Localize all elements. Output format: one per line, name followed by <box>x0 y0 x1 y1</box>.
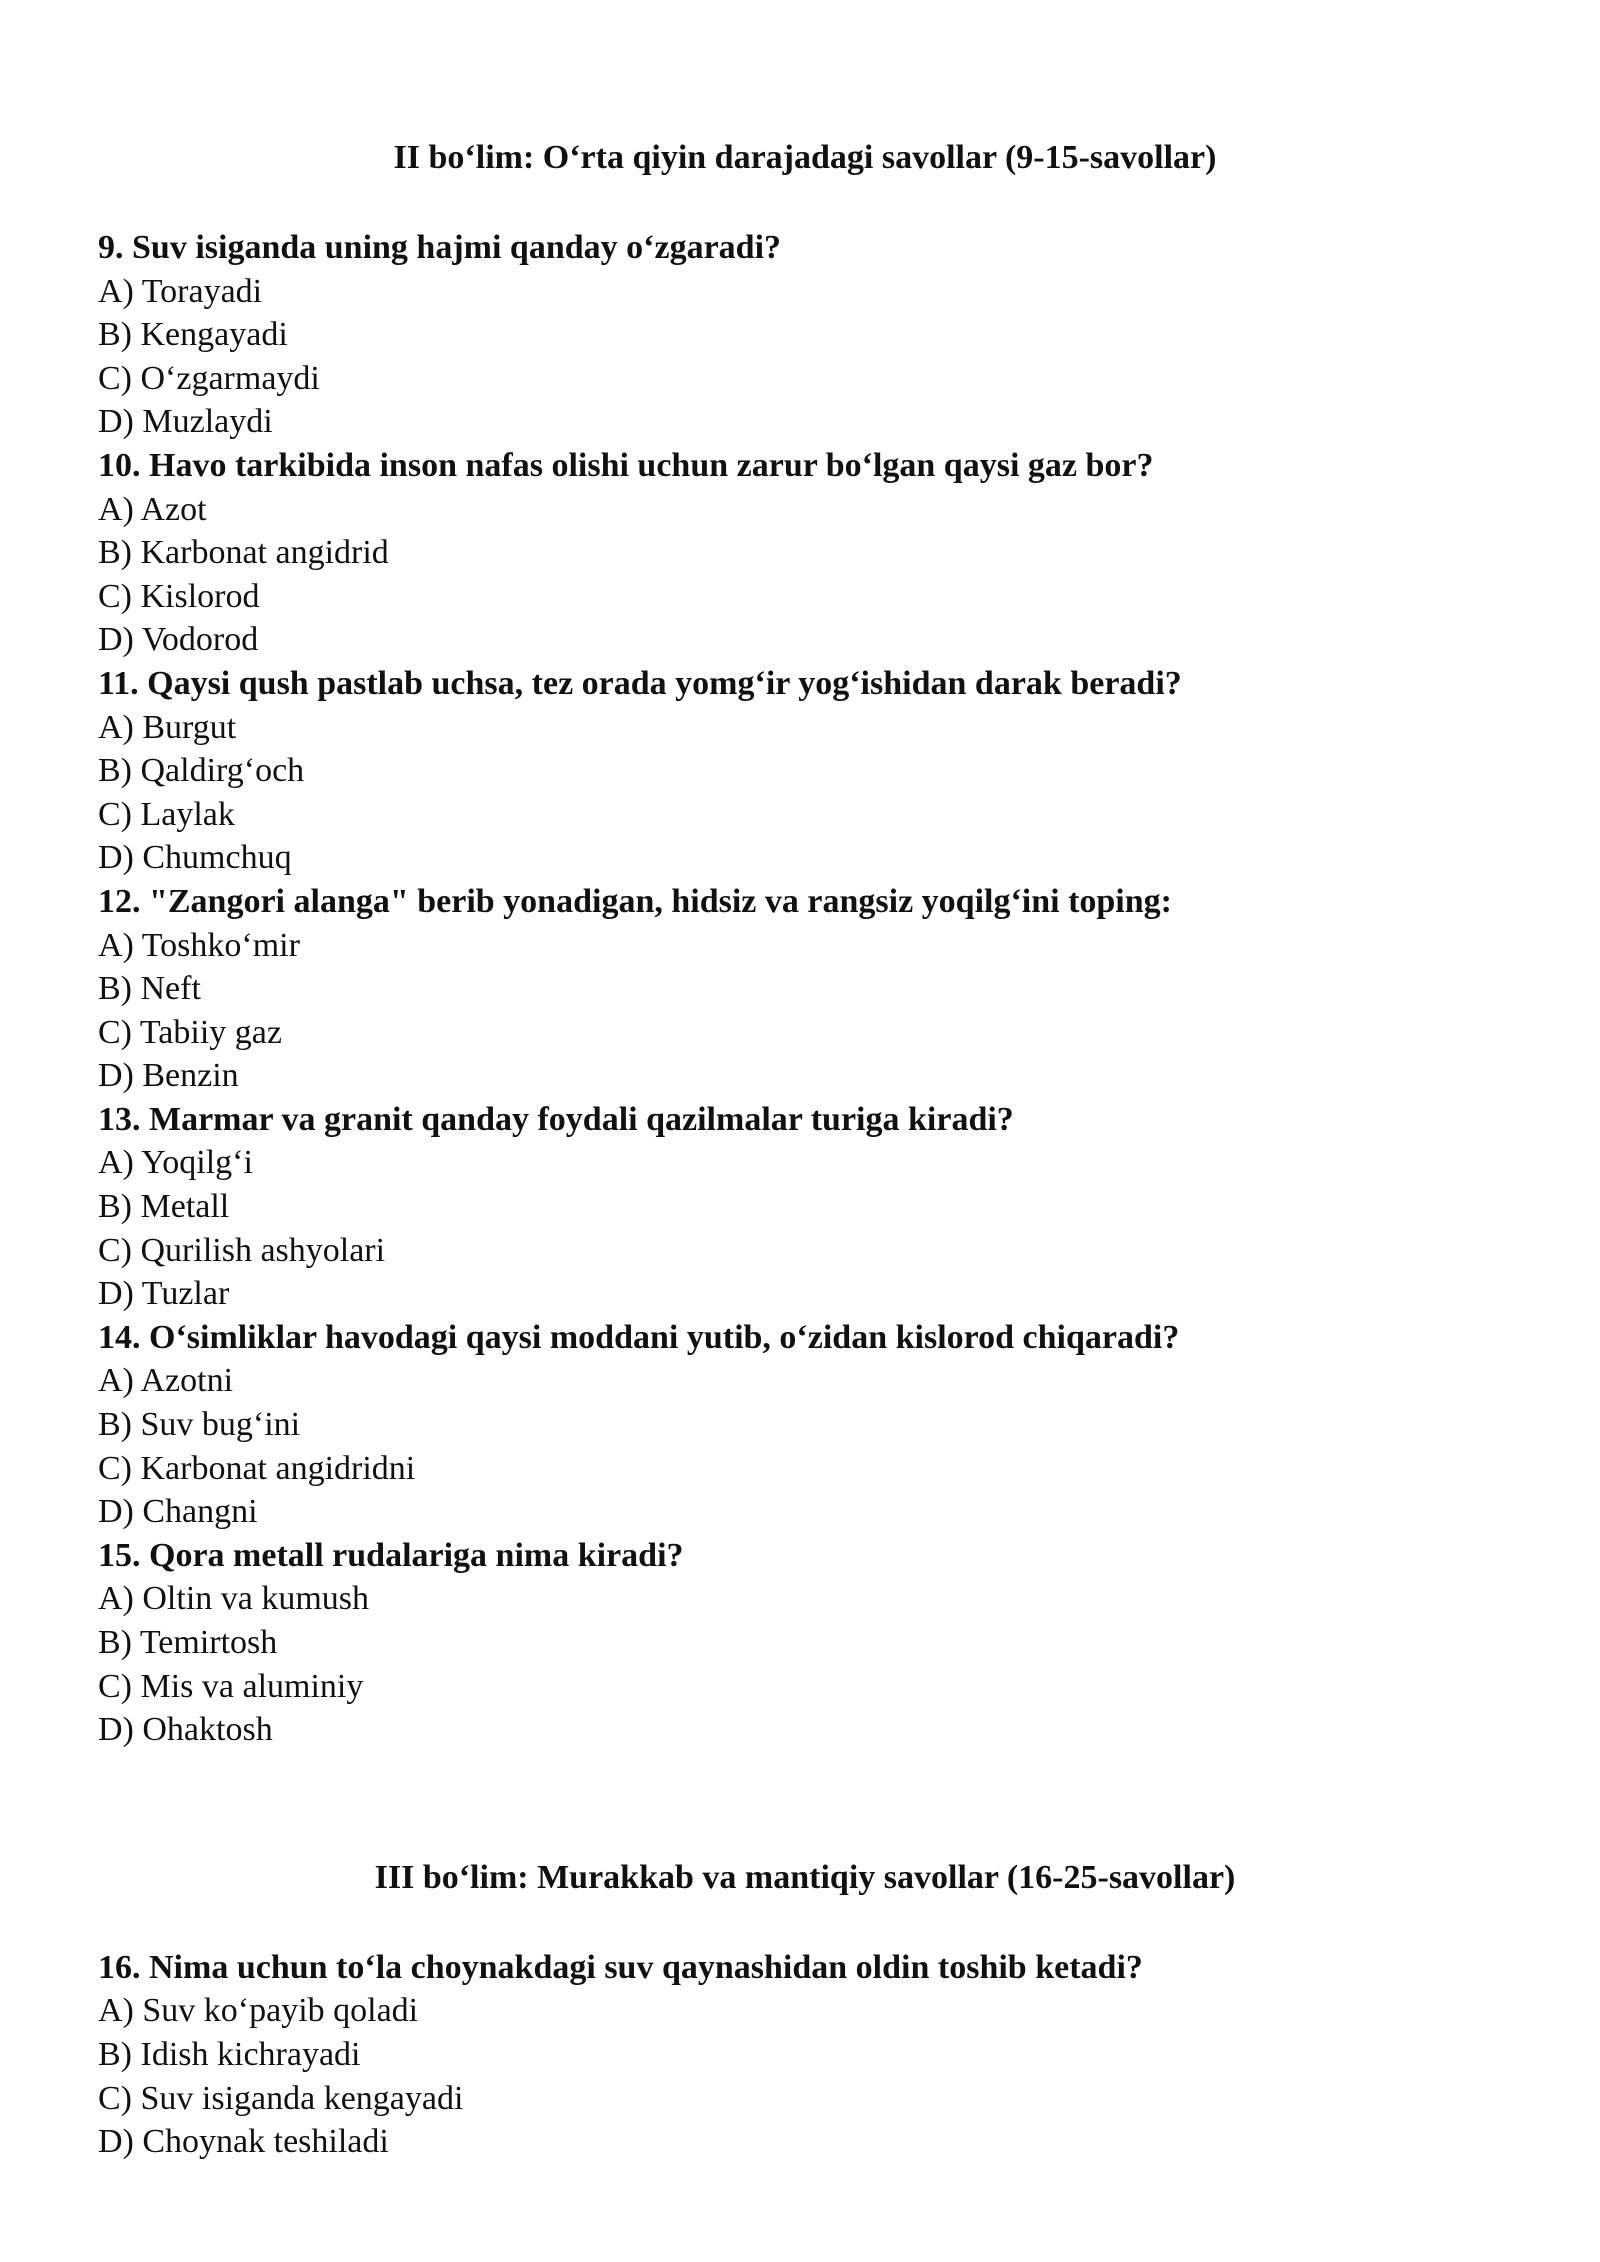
section-title: II bo‘lim: O‘rta qiyin darajadagi savollar (9-15-savollar) <box>393 139 1217 176</box>
section-3 <box>98 1858 1500 2164</box>
question-12 <box>98 880 1500 1098</box>
question-13 <box>98 1098 1500 1316</box>
option-c: C) Mis va aluminiy <box>98 1667 364 1705</box>
question-10 <box>98 444 1500 662</box>
question-text: 16. Nima uchun to‘la choynakdagi suv qaynashidan oldin toshib ketadi? <box>98 1948 1143 1986</box>
option-c: C) Karbonat angidridni <box>98 1449 416 1487</box>
option-b: B) Suv bug‘ini <box>98 1406 301 1444</box>
option-d: D) Chumchuq <box>98 839 292 877</box>
question-text: 13. Marmar va granit qanday foydali qazilmalar turiga kiradi? <box>98 1100 1014 1138</box>
option-c: C) Qurilish ashyolari <box>98 1231 386 1269</box>
question-text: 11. Qaysi qush pastlab uchsa, tez orada yomg‘ir yog‘ishidan darak beradi? <box>98 664 1182 702</box>
question-text: 14. O‘simliklar havodagi qaysi moddani yutib, o‘zidan kislorod chiqaradi? <box>98 1318 1180 1356</box>
question-text: 12. "Zangori alanga" berib yonadigan, hidsiz va rangsiz yoqilg‘ini toping: <box>98 882 1172 920</box>
option-d: D) Ohaktosh <box>98 1711 273 1749</box>
question-text: 15. Qora metall rudalariga nima kiradi? <box>98 1536 684 1574</box>
question-11 <box>98 662 1500 880</box>
option-d: D) Muzlaydi <box>98 403 273 441</box>
option-a: A) Oltin va kumush <box>98 1580 370 1618</box>
option-d: D) Tuzlar <box>98 1275 230 1313</box>
option-c: C) O‘zgarmaydi <box>98 359 320 397</box>
option-c: C) Tabiiy gaz <box>98 1013 282 1051</box>
question-15 <box>98 1534 1500 1752</box>
option-c: C) Laylak <box>98 795 235 833</box>
option-b: B) Temirtosh <box>98 1624 278 1661</box>
option-b: B) Idish kichrayadi <box>98 2035 361 2073</box>
option-b: B) Karbonat angidrid <box>98 534 389 572</box>
question-text: 10. Havo tarkibida inson nafas olishi uchun zarur bo‘lgan qaysi gaz bor? <box>98 446 1154 484</box>
option-d: D) Vodorod <box>98 621 259 659</box>
option-d: D) Changni <box>98 1493 258 1531</box>
question-text: 9. Suv isiganda uning hajmi qanday o‘zgaradi? <box>98 229 782 266</box>
option-a: A) Toshko‘mir <box>98 926 300 964</box>
option-b: B) Neft <box>98 970 201 1008</box>
option-c: C) Suv isiganda kengayadi <box>98 2079 464 2117</box>
option-a: A) Azotni <box>98 1362 234 1400</box>
question-14 <box>98 1316 1500 1534</box>
option-c: C) Kislorod <box>98 577 260 615</box>
section-title: III bo‘lim: Murakkab va mantiqiy savollar (16-25-savollar) <box>374 1858 1236 1896</box>
option-b: B) Qaldirg‘och <box>98 752 305 790</box>
option-d: D) Benzin <box>98 1057 239 1095</box>
option-a: A) Azot <box>98 490 207 528</box>
option-a: A) Burgut <box>98 708 237 746</box>
option-a: A) Yoqilg‘i <box>98 1144 253 1182</box>
option-a: A) Suv ko‘payib qoladi <box>98 1992 419 2030</box>
question-16 <box>98 1946 1500 2164</box>
question-9 <box>98 226 1500 444</box>
section-2 <box>98 138 1500 1752</box>
option-d: D) Choynak teshiladi <box>98 2123 389 2161</box>
option-a: A) Torayadi <box>98 272 263 310</box>
option-b: B) Kengayadi <box>98 316 288 354</box>
option-b: B) Metall <box>98 1188 230 1226</box>
